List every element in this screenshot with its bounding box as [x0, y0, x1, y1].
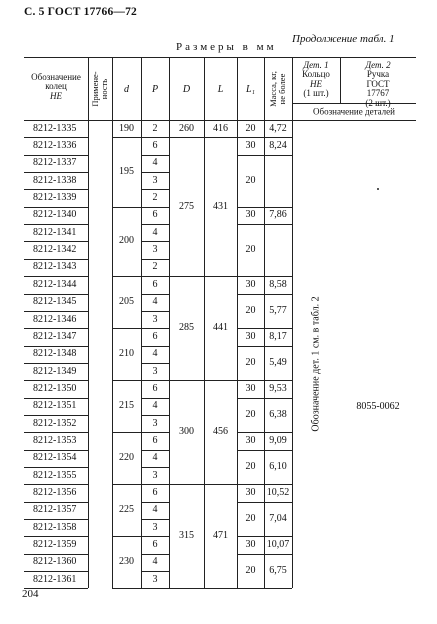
- row-rule: [141, 432, 169, 433]
- row-p: 6: [152, 487, 158, 499]
- row-rule: [24, 432, 88, 433]
- DL-group-rule: [169, 380, 237, 381]
- row-designation: 8212-1351: [33, 400, 77, 412]
- row-rule: [141, 467, 169, 468]
- mass-value: 7,86: [269, 209, 287, 221]
- row-rule: [24, 519, 88, 520]
- row-rule: [24, 450, 88, 451]
- L1-group-rule: [237, 484, 292, 485]
- row-rule: [24, 363, 88, 364]
- mass-value: 8,17: [269, 330, 287, 342]
- row-designation: 8212-1353: [33, 434, 77, 446]
- row-rule: [141, 588, 169, 589]
- row-designation: 8212-1337: [33, 157, 77, 169]
- row-p: 3: [152, 469, 158, 481]
- D-value: 285: [179, 322, 194, 334]
- header-designation: Обозначение колец НЕ: [31, 72, 81, 101]
- d-value-rule: [112, 207, 141, 208]
- row-p: 2: [152, 122, 158, 134]
- det-header-divider: [340, 57, 341, 103]
- row-designation: 8212-1336: [33, 140, 77, 152]
- DL-group-rule: [169, 137, 237, 138]
- row-p: 3: [152, 313, 158, 325]
- row-rule: [24, 554, 88, 555]
- mass-value: 8,24: [269, 140, 287, 152]
- L1-value: 20: [245, 408, 256, 420]
- L-value: 416: [213, 122, 228, 134]
- header-bottom-rule: [24, 120, 416, 121]
- d-value-rule: [112, 588, 141, 589]
- DL-group-rule: [169, 276, 237, 277]
- row-rule: [141, 484, 169, 485]
- page-number: 204: [22, 588, 39, 600]
- row-designation: 8212-1339: [33, 192, 77, 204]
- L1-value: 30: [245, 330, 256, 342]
- row-designation: 8212-1358: [33, 521, 77, 533]
- header-p: P: [151, 84, 159, 95]
- row-rule: [141, 536, 169, 537]
- d-value-rule: [112, 432, 141, 433]
- row-p: 2: [152, 261, 158, 273]
- d-value: 195: [119, 166, 134, 178]
- row-p: 4: [152, 348, 158, 360]
- row-p: 3: [152, 417, 158, 429]
- row-p: 4: [152, 504, 158, 516]
- d-value: 220: [119, 452, 134, 464]
- d-value: 215: [119, 400, 134, 412]
- L1-value: 20: [245, 513, 256, 525]
- row-rule: [24, 502, 88, 503]
- row-rule: [141, 311, 169, 312]
- L1-value: 30: [245, 382, 256, 394]
- row-p: 4: [152, 157, 158, 169]
- d-value-rule: [112, 276, 141, 277]
- L1-group-rule: [237, 137, 292, 138]
- L1-value: 30: [245, 539, 256, 551]
- L1-group-rule: [237, 207, 292, 208]
- row-rule: [141, 398, 169, 399]
- sizes-label: Размеры в мм: [176, 41, 277, 53]
- continuation-label: Продолжение табл. 1: [292, 33, 395, 45]
- L1-group-rule: [237, 346, 292, 347]
- row-p: 6: [152, 382, 158, 394]
- column-rule: [292, 57, 293, 588]
- det2-designation: 8055-0062: [356, 401, 400, 412]
- header-D: D: [182, 84, 191, 95]
- mass-value: 9,09: [269, 434, 287, 446]
- L1-value: 30: [245, 140, 256, 152]
- mass-value: 4,72: [269, 122, 287, 134]
- row-rule: [24, 571, 88, 572]
- row-p: 3: [152, 174, 158, 186]
- row-designation: 8212-1335: [33, 122, 77, 134]
- L-value: 431: [213, 200, 228, 212]
- row-rule: [141, 224, 169, 225]
- row-designation: 8212-1357: [33, 504, 77, 516]
- header-parts-designation: Обозначение деталей: [313, 106, 395, 117]
- print-dot: [377, 188, 379, 190]
- L1-value: 20: [245, 122, 256, 134]
- mass-value: 6,75: [269, 565, 287, 577]
- row-designation: 8212-1345: [33, 296, 77, 308]
- L1-group-rule: [237, 224, 292, 225]
- L1-group-rule: [237, 554, 292, 555]
- row-designation: 8212-1343: [33, 261, 77, 273]
- header-L: L: [217, 84, 224, 95]
- mass-value: 8,58: [269, 278, 287, 290]
- row-rule: [141, 328, 169, 329]
- row-rule: [141, 502, 169, 503]
- row-p: 6: [152, 539, 158, 551]
- row-p: 6: [152, 140, 158, 152]
- L1-value: 20: [245, 356, 256, 368]
- row-p: 4: [152, 400, 158, 412]
- row-designation: 8212-1348: [33, 348, 77, 360]
- row-p: 6: [152, 209, 158, 221]
- header-det2: Дет. 2 Ручка ГОСТ 17767 (2 шт.): [365, 60, 391, 108]
- d-value-rule: [112, 380, 141, 381]
- row-rule: [24, 207, 88, 208]
- row-rule: [141, 241, 169, 242]
- row-rule: [141, 415, 169, 416]
- row-designation: 8212-1361: [33, 573, 77, 585]
- d-value-rule: [112, 536, 141, 537]
- row-designation: 8212-1356: [33, 487, 77, 499]
- mass-value: 9,53: [269, 382, 287, 394]
- d-value: 200: [119, 235, 134, 247]
- header-applicability: Примене- ность: [90, 71, 109, 107]
- row-designation: 8212-1347: [33, 330, 77, 342]
- row-designation: 8212-1349: [33, 365, 77, 377]
- row-designation: 8212-1338: [33, 174, 77, 186]
- row-designation: 8212-1350: [33, 382, 77, 394]
- header-d: d: [124, 84, 129, 95]
- row-rule: [24, 137, 88, 138]
- row-rule: [24, 172, 88, 173]
- DL-group-rule: [169, 588, 237, 589]
- d-value-rule: [112, 484, 141, 485]
- D-value: 300: [179, 426, 194, 438]
- L-value: 441: [213, 322, 228, 334]
- L1-group-rule: [237, 155, 292, 156]
- parts-header-rule: [292, 103, 416, 104]
- row-p: 6: [152, 434, 158, 446]
- d-value-rule: [112, 137, 141, 138]
- mass-value: 6,10: [269, 461, 287, 472]
- row-rule: [141, 571, 169, 572]
- data-table: [24, 57, 416, 585]
- DL-group-rule: [169, 484, 237, 485]
- row-designation: 8212-1359: [33, 539, 77, 551]
- L1-group-rule: [237, 398, 292, 399]
- row-rule: [24, 398, 88, 399]
- mass-value: 7,04: [269, 513, 287, 525]
- L-value: 471: [213, 530, 228, 542]
- mass-value: 5,77: [269, 304, 287, 316]
- d-value-rule: [112, 328, 141, 329]
- row-rule: [24, 311, 88, 312]
- row-rule: [141, 276, 169, 277]
- row-designation: 8212-1355: [33, 469, 77, 481]
- D-value: 275: [179, 200, 194, 212]
- row-rule: [141, 207, 169, 208]
- row-designation: 8212-1360: [33, 556, 77, 568]
- row-rule: [24, 346, 88, 347]
- row-rule: [24, 536, 88, 537]
- row-designation: 8212-1342: [33, 244, 77, 256]
- row-rule: [141, 380, 169, 381]
- d-value: 205: [119, 296, 134, 308]
- d-value: 190: [119, 122, 134, 134]
- row-rule: [141, 554, 169, 555]
- page-header: С. 5 ГОСТ 17766—72: [24, 6, 137, 18]
- row-rule: [141, 450, 169, 451]
- row-designation: 8212-1354: [33, 452, 77, 464]
- row-rule: [24, 484, 88, 485]
- row-rule: [141, 294, 169, 295]
- L1-group-rule: [237, 294, 292, 295]
- L1-group-rule: [237, 432, 292, 433]
- row-rule: [24, 241, 88, 242]
- row-p: 3: [152, 244, 158, 256]
- L1-value: 30: [245, 487, 256, 499]
- row-rule: [24, 380, 88, 381]
- mass-value: 6,38: [269, 408, 287, 420]
- row-designation: 8212-1346: [33, 313, 77, 325]
- table-top-rule: [24, 57, 416, 58]
- L1-group-rule: [237, 328, 292, 329]
- row-rule: [24, 276, 88, 277]
- row-p: 2: [152, 192, 158, 204]
- header-det1: Дет. 1 Кольцо НЕ (1 шт.): [302, 60, 330, 99]
- row-p: 3: [152, 573, 158, 585]
- row-rule: [141, 155, 169, 156]
- row-designation: 8212-1341: [33, 226, 77, 238]
- row-rule: [24, 155, 88, 156]
- row-p: 4: [152, 226, 158, 238]
- header-L1: L₁: [245, 84, 256, 95]
- row-rule: [141, 259, 169, 260]
- row-rule: [141, 363, 169, 364]
- row-rule: [141, 172, 169, 173]
- row-p: 6: [152, 278, 158, 290]
- L1-value: 30: [245, 278, 256, 290]
- row-rule: [141, 346, 169, 347]
- row-rule: [24, 189, 88, 190]
- L1-group-rule: [237, 588, 292, 589]
- L1-value: 20: [245, 565, 256, 577]
- L1-value: 20: [245, 304, 256, 316]
- D-value: 315: [179, 530, 194, 542]
- row-rule: [24, 415, 88, 416]
- mass-value: 10,52: [266, 487, 290, 499]
- row-rule: [24, 328, 88, 329]
- d-value: 210: [119, 348, 134, 360]
- row-p: 3: [152, 521, 158, 533]
- row-rule: [141, 519, 169, 520]
- L1-group-rule: [237, 536, 292, 537]
- row-p: 3: [152, 365, 158, 377]
- L1-value: 30: [245, 434, 256, 446]
- row-rule: [24, 467, 88, 468]
- column-rule: [88, 57, 89, 588]
- header-mass: Масса, кг, не более: [268, 71, 287, 107]
- L1-value: 20: [245, 244, 256, 256]
- row-rule: [141, 189, 169, 190]
- mass-value: 5,49: [269, 356, 287, 368]
- L1-group-rule: [237, 380, 292, 381]
- row-rule: [24, 224, 88, 225]
- row-rule: [24, 259, 88, 260]
- L1-group-rule: [237, 276, 292, 277]
- L1-value: 20: [245, 461, 256, 472]
- row-rule: [141, 137, 169, 138]
- L1-group-rule: [237, 450, 292, 451]
- L1-value: 30: [245, 209, 256, 221]
- L1-group-rule: [237, 502, 292, 503]
- d-value: 230: [119, 556, 134, 568]
- row-designation: 8212-1340: [33, 209, 77, 221]
- L1-value: 20: [245, 174, 256, 186]
- L-value: 456: [213, 426, 228, 438]
- mass-value: 10,07: [266, 539, 290, 551]
- D-value: 260: [179, 122, 194, 134]
- row-rule: [24, 294, 88, 295]
- row-designation: 8212-1352: [33, 417, 77, 429]
- d-value: 225: [119, 504, 134, 516]
- row-p: 4: [152, 296, 158, 308]
- row-p: 6: [152, 330, 158, 342]
- row-p: 4: [152, 556, 158, 568]
- row-designation: 8212-1344: [33, 278, 77, 290]
- row-p: 4: [152, 452, 158, 464]
- det1-note: Обозначение дет. 1 см. в табл. 2: [310, 296, 322, 432]
